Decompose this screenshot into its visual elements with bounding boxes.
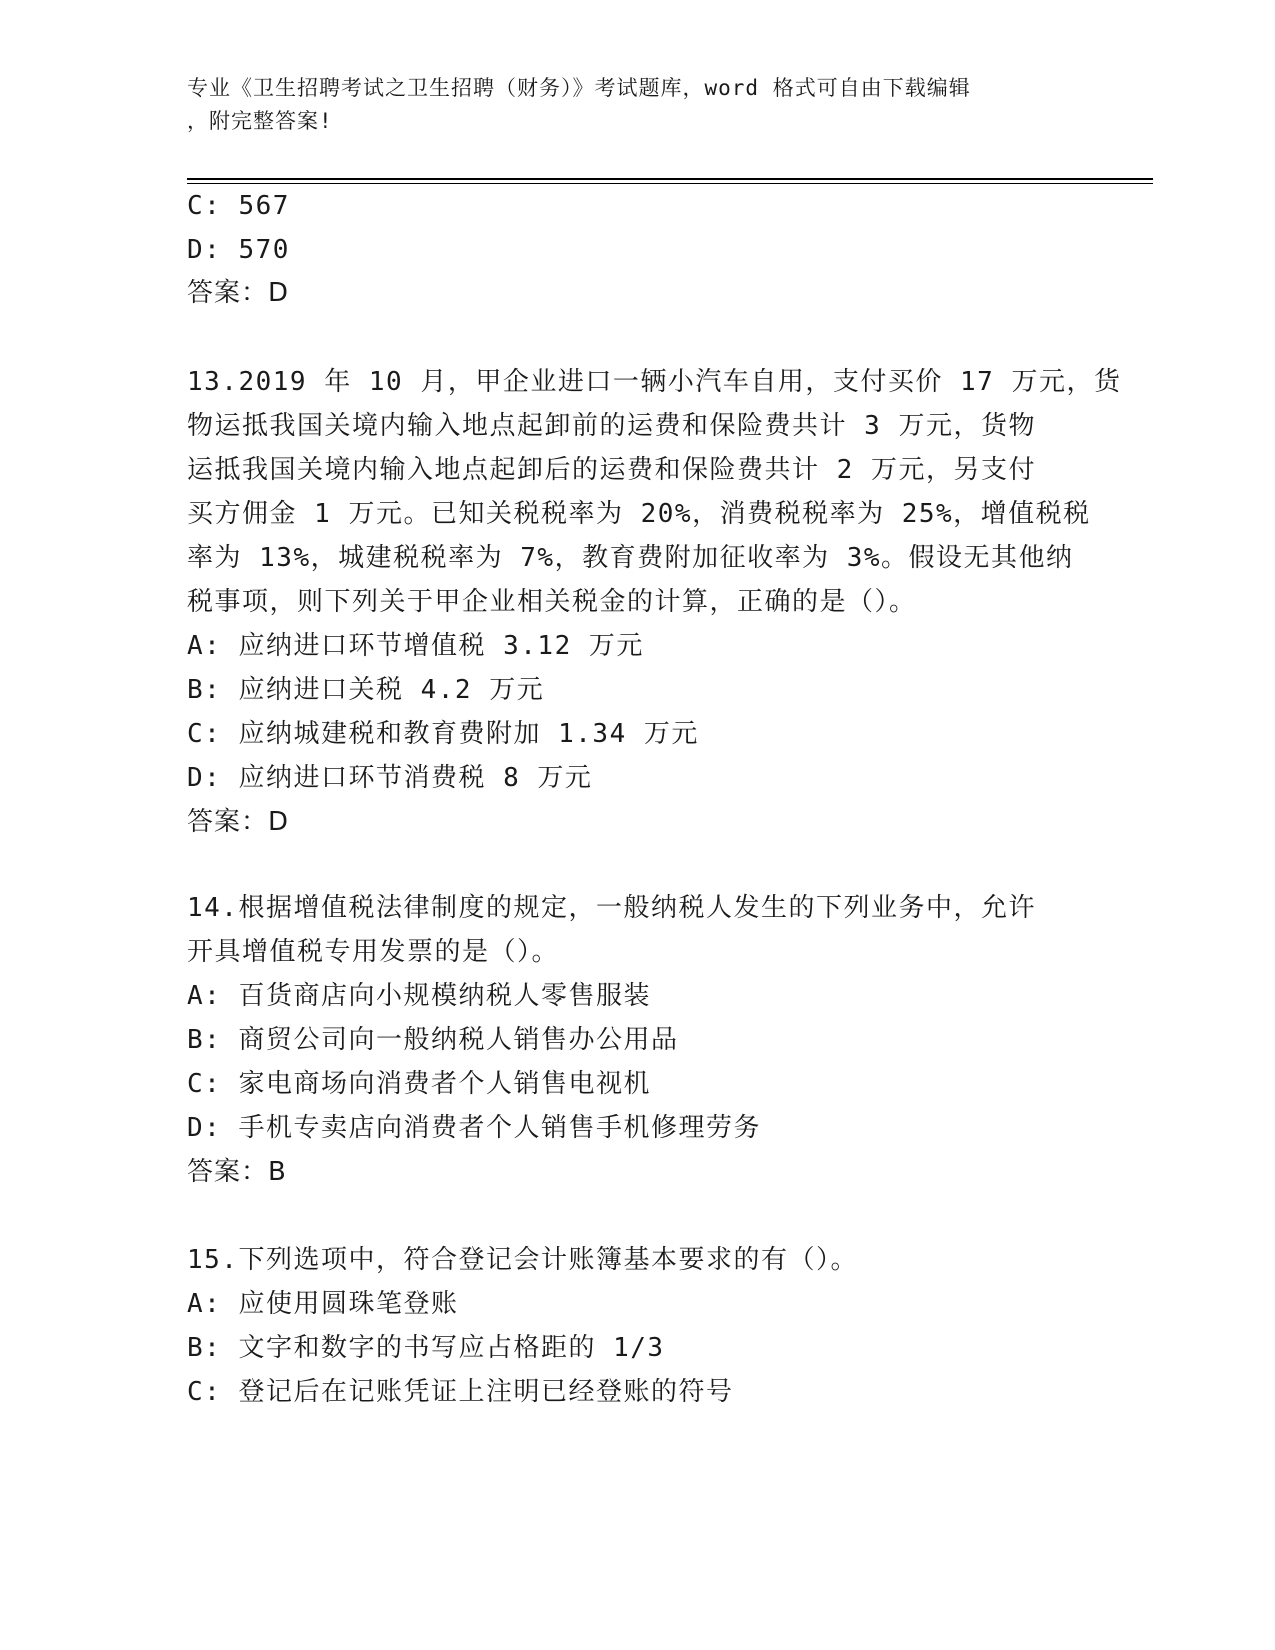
q14-stem-line-2: 开具增值税专用发票的是（）。 <box>187 937 560 967</box>
q13-option-a: A: 应纳进口环节增值税 3.12 万元 <box>187 631 644 661</box>
header-divider-thick <box>187 178 1153 180</box>
q15-option-a: A: 应使用圆珠笔登账 <box>187 1289 459 1319</box>
q13-option-b: B: 应纳进口关税 4.2 万元 <box>187 675 545 705</box>
q15-stem-line-1: 15.下列选项中，符合登记会计账簿基本要求的有（）。 <box>187 1245 858 1275</box>
q13-stem-line-6: 税事项，则下列关于甲企业相关税金的计算，正确的是（）。 <box>187 587 917 617</box>
q15-option-c: C: 登记后在记账凭证上注明已经登账的符号 <box>187 1377 734 1407</box>
q13-stem-line-3: 运抵我国关境内输入地点起卸后的运费和保险费共计 2 万元，另支付 <box>187 455 1036 485</box>
q12-answer: 答案：D <box>187 278 290 308</box>
q14-answer: 答案：B <box>187 1157 287 1187</box>
q13-stem-line-1: 13.2019 年 10 月，甲企业进口一辆小汽车自用，支付买价 17 万元，货 <box>187 367 1122 397</box>
q14-option-c: C: 家电商场向消费者个人销售电视机 <box>187 1069 651 1099</box>
q14-option-a: A: 百货商店向小规模纳税人零售服装 <box>187 981 651 1011</box>
q14-option-d: D: 手机专卖店向消费者个人销售手机修理劳务 <box>187 1113 761 1143</box>
q13-answer: 答案：D <box>187 807 290 837</box>
header-line-2: ，附完整答案! <box>187 109 333 133</box>
q13-stem-line-2: 物运抵我国关境内输入地点起卸前的运费和保险费共计 3 万元，货物 <box>187 411 1036 441</box>
q15-option-b: B: 文字和数字的书写应占格距的 1/3 <box>187 1333 665 1363</box>
q13-option-c: C: 应纳城建税和教育费附加 1.34 万元 <box>187 719 699 749</box>
document-header <box>187 72 1077 138</box>
q14-stem-line-1: 14.根据增值税法律制度的规定，一般纳税人发生的下列业务中，允许 <box>187 893 1036 923</box>
q12-option-d: D: 570 <box>187 235 290 265</box>
header-line-1: 专业《卫生招聘考试之卫生招聘（财务）》考试题库，word 格式可自由下载编辑 <box>187 76 971 100</box>
q13-option-d: D: 应纳进口环节消费税 8 万元 <box>187 763 593 793</box>
header-divider-thin <box>187 183 1153 184</box>
q13-stem-line-5: 率为 13%，城建税税率为 7%，教育费附加征收率为 3%。假设无其他纳 <box>187 543 1074 573</box>
q12-option-c: C: 567 <box>187 191 290 221</box>
q14-option-b: B: 商贸公司向一般纳税人销售办公用品 <box>187 1025 679 1055</box>
q13-stem-line-4: 买方佣金 1 万元。已知关税税率为 20%，消费税税率为 25%，增值税税 <box>187 499 1091 529</box>
